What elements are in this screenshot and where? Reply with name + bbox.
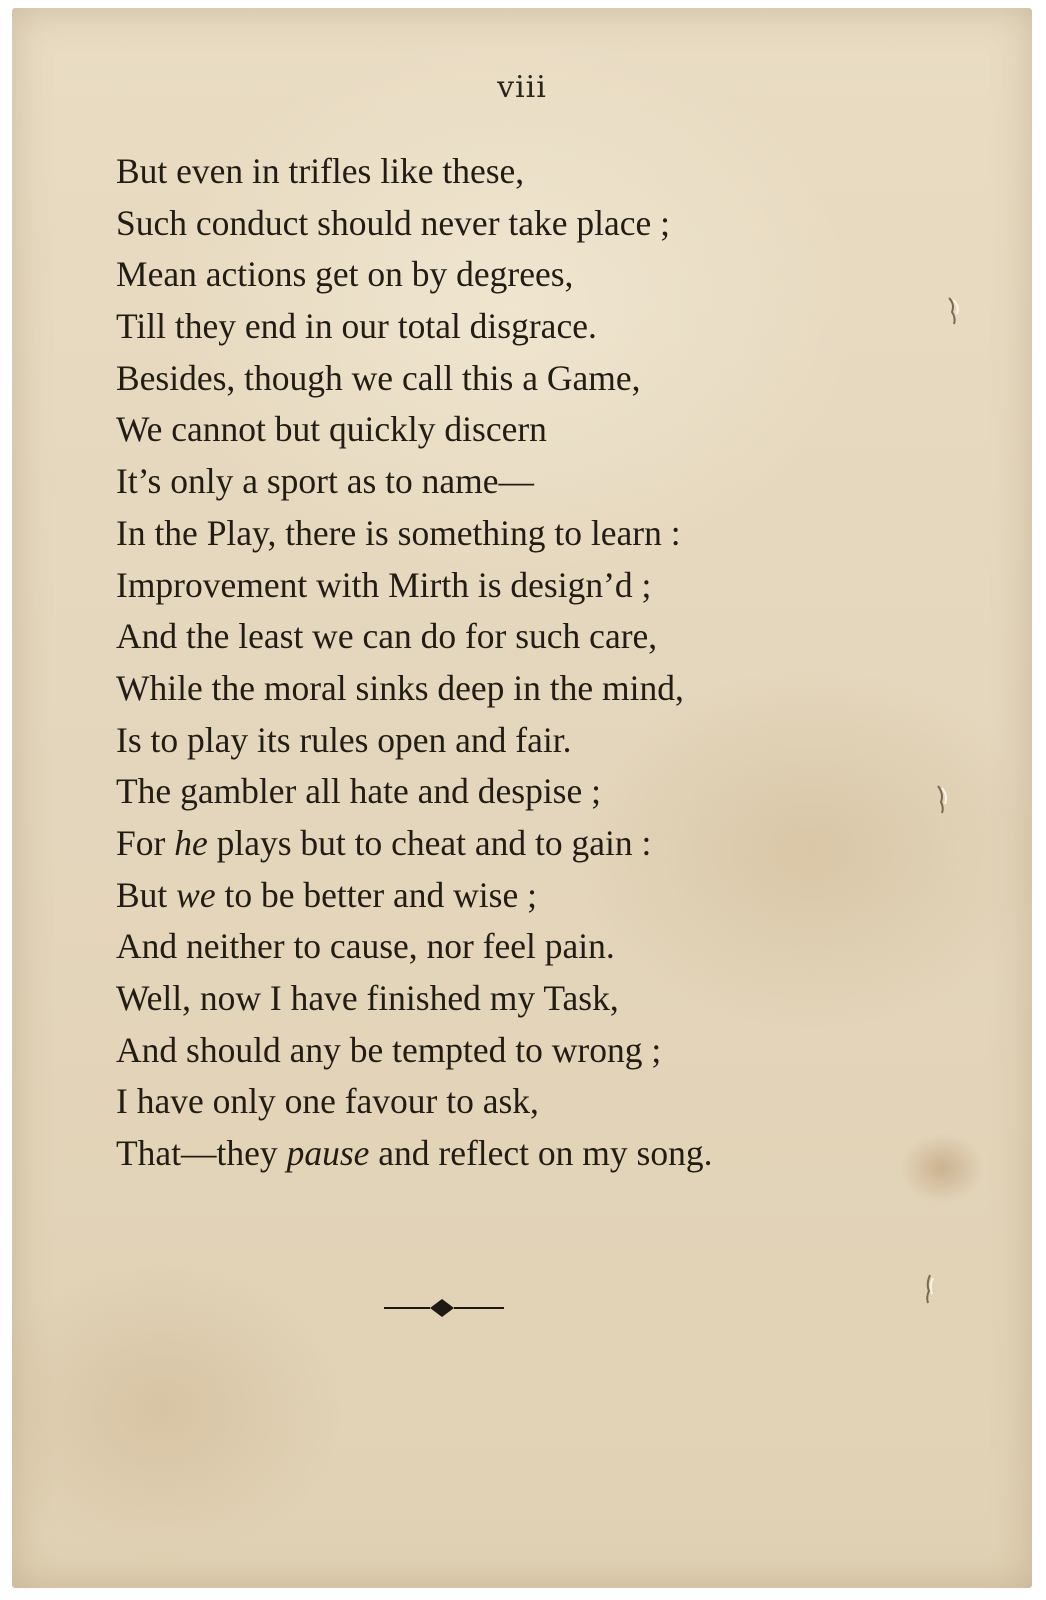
poem-line: Till they end in our total disgrace. xyxy=(116,306,597,347)
poem-line: And the least we can do for such care, xyxy=(116,616,658,657)
italic-emphasis: we xyxy=(176,874,216,915)
poem-line: That—they pause and reflect on my song. xyxy=(116,1133,713,1174)
poem-text xyxy=(116,146,876,1180)
poem-line: Well, now I have finished my Task, xyxy=(116,978,619,1018)
poem-line: I have only one favour to ask, xyxy=(116,1081,539,1122)
diamond-rule-ornament-icon xyxy=(384,1296,504,1320)
poem-line: Besides, though we call this a Game, xyxy=(116,357,641,398)
binding-hole-icon xyxy=(944,294,966,328)
italic-emphasis: he xyxy=(174,822,208,863)
poem-line: For he plays but to cheat and to gain : xyxy=(116,822,652,863)
poem-line: Is to play its rules open and fair. xyxy=(116,719,572,760)
poem-line: But even in trifles like these, xyxy=(116,151,525,191)
poem-line: But we to be better and wise ; xyxy=(116,874,537,915)
italic-emphasis: pause xyxy=(286,1133,370,1174)
poem-line: In the Play, there is something to learn : xyxy=(116,512,681,553)
poem-line: Such conduct should never take place ; xyxy=(116,202,671,243)
binding-hole-icon xyxy=(932,782,954,816)
poem-line: It’s only a sport as to name— xyxy=(116,461,535,502)
book-page xyxy=(12,8,1032,1588)
poem-line: We cannot but quickly discern xyxy=(116,409,547,450)
poem-line: The gambler all hate and despise ; xyxy=(116,771,601,812)
poem-line: Improvement with Mirth is design’d ; xyxy=(116,564,652,605)
poem-line: And neither to cause, nor feel pain. xyxy=(116,926,615,967)
poem-line: And should any be tempted to wrong ; xyxy=(116,1029,662,1070)
poem-line: While the moral sinks deep in the mind, xyxy=(116,667,684,708)
binding-hole-icon xyxy=(918,1272,940,1306)
poem-line: Mean actions get on by degrees, xyxy=(116,254,574,295)
page-number: viii xyxy=(497,70,547,105)
